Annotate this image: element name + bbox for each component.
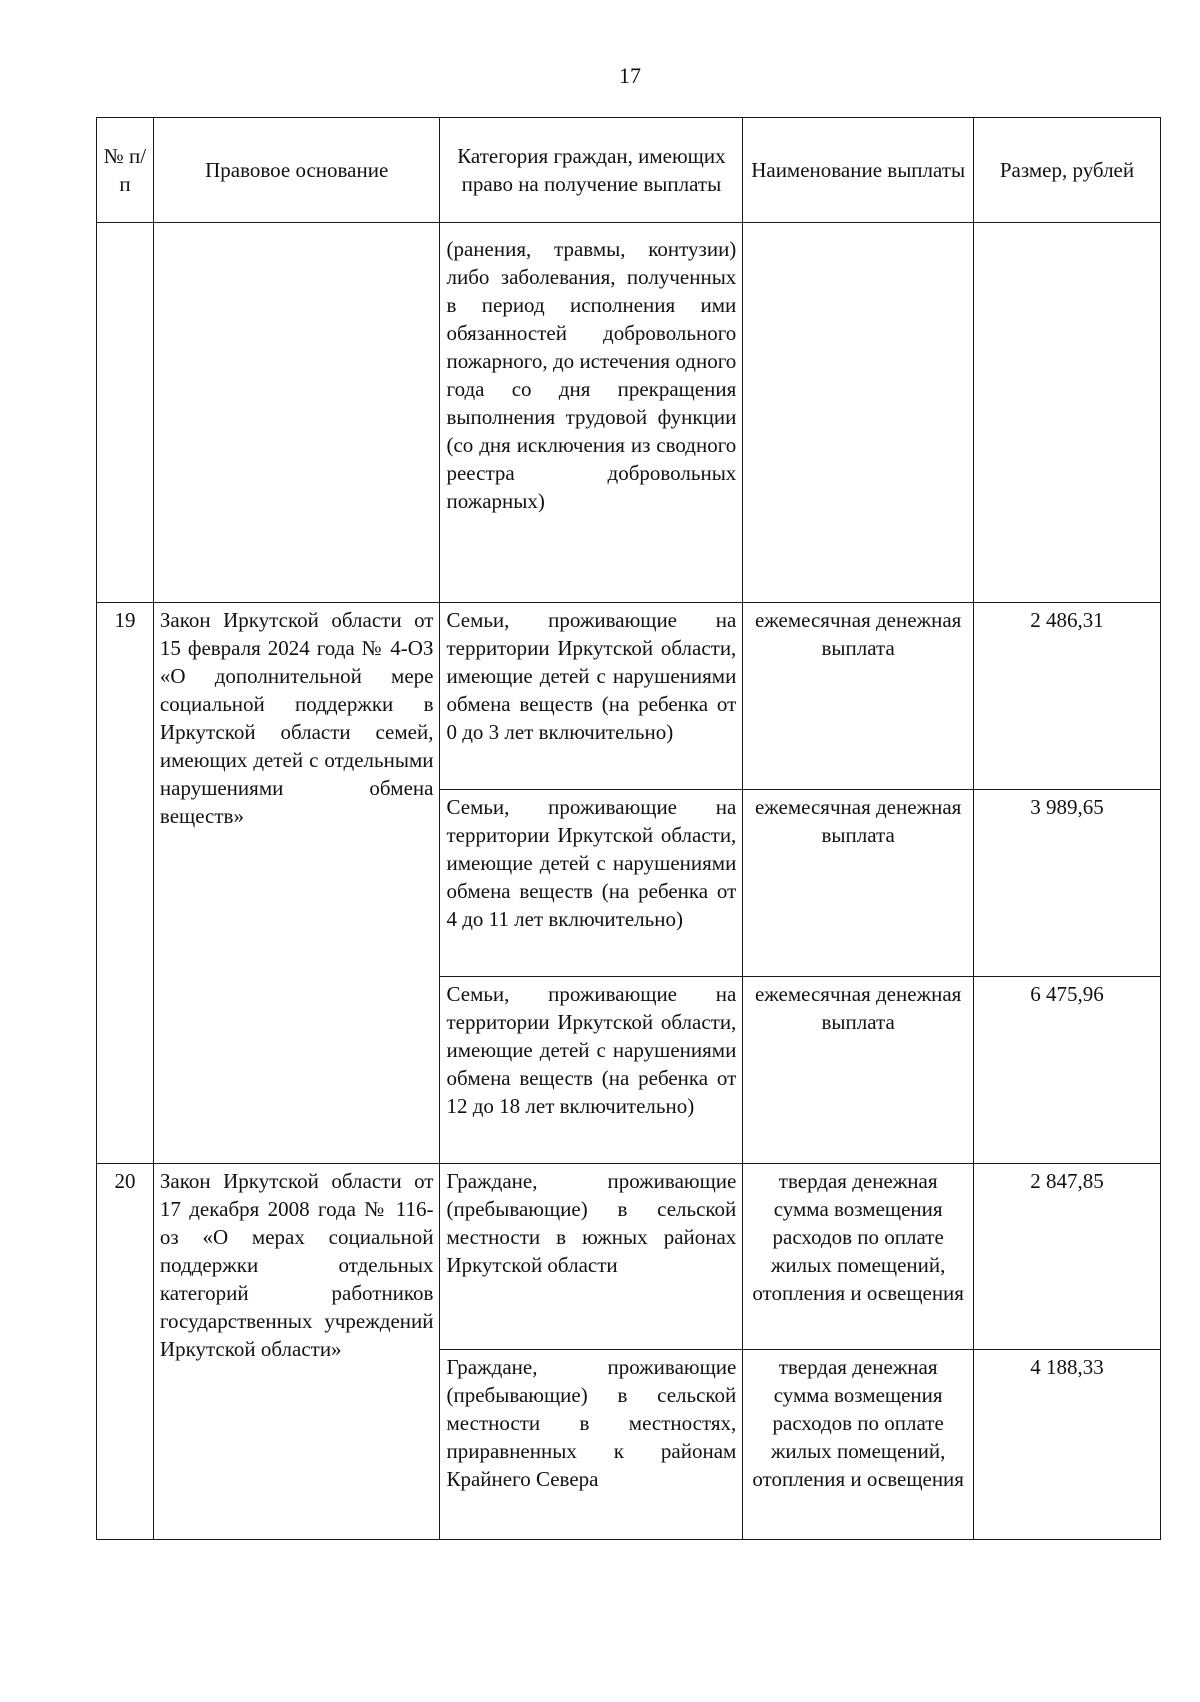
row19-category-2: Семьи, проживающие на территории Иркутской области, имеющие детей с нарушениями обмена веществ (на ребенка от 4 до 11 лет включительно) xyxy=(440,790,743,977)
continuation-amount-cell xyxy=(973,223,1160,603)
header-amount: Размер, рублей xyxy=(973,118,1160,223)
table-row-20a xyxy=(97,1164,1161,1350)
continuation-num-cell xyxy=(97,223,154,603)
row19-payment-2: ежемесячная денежная выплата xyxy=(743,790,974,977)
row20-payment-1: твердая денежная сумма возмещения расходов по оплате жилых помещений, отопления и освещения xyxy=(743,1164,974,1350)
row19-basis: Закон Иркутской области от 15 февраля 2024 года № 4-ОЗ «О дополнительной мере социальной поддержки в Иркутской области семей, имеющих детей с отдельными нарушениями обмена веществ» xyxy=(153,603,440,1164)
continuation-basis-cell xyxy=(153,223,440,603)
header-payment: Наименование выплаты xyxy=(743,118,974,223)
row20-amount-2: 4 188,33 xyxy=(973,1350,1160,1540)
row20-category-1: Граждане, проживающие (пребывающие) в сельской местности в южных районах Иркутской области xyxy=(440,1164,743,1350)
table-row-continuation xyxy=(97,223,1161,603)
row19-category-1: Семьи, проживающие на территории Иркутской области, имеющие детей с нарушениями обмена веществ (на ребенка от 0 до 3 лет включительно) xyxy=(440,603,743,790)
row20-amount-1: 2 847,85 xyxy=(973,1164,1160,1350)
row19-payment-3: ежемесячная денежная выплата xyxy=(743,977,974,1164)
continuation-category-cell: (ранения, травмы, контузии) либо заболевания, полученных в период исполнения ими обязанностей добровольного пожарного, до истечения одного года со дня прекращения выполнения трудовой функции (со дня исключения из сводного реестра добровольных пожарных) xyxy=(440,223,743,603)
page-number: 17 xyxy=(619,63,641,88)
row19-amount-2: 3 989,65 xyxy=(973,790,1160,977)
row19-payment-1: ежемесячная денежная выплата xyxy=(743,603,974,790)
table-header-row xyxy=(97,118,1161,223)
table-row-19a xyxy=(97,603,1161,790)
continuation-payment-cell xyxy=(743,223,974,603)
header-num: № п/п xyxy=(97,118,154,223)
header-basis: Правовое основание xyxy=(153,118,440,223)
row20-basis: Закон Иркутской области от 17 декабря 2008 года № 116-оз «О мерах социальной поддержки отдельных категорий работников государственных учреждений Иркутской области» xyxy=(153,1164,440,1540)
row19-amount-1: 2 486,31 xyxy=(973,603,1160,790)
row20-num: 20 xyxy=(97,1164,154,1540)
row19-category-3: Семьи, проживающие на территории Иркутской области, имеющие детей с нарушениями обмена веществ (на ребенка от 12 до 18 лет включительно) xyxy=(440,977,743,1164)
row19-num: 19 xyxy=(97,603,154,1164)
header-category: Категория граждан, имеющих право на получение выплаты xyxy=(440,118,743,223)
row19-amount-3: 6 475,96 xyxy=(973,977,1160,1164)
row20-category-2: Граждане, проживающие (пребывающие) в сельской местности в местностях, приравненных к районам Крайнего Севера xyxy=(440,1350,743,1540)
payments-table xyxy=(96,117,1161,1540)
row20-payment-2: твердая денежная сумма возмещения расходов по оплате жилых помещений, отопления и освещения xyxy=(743,1350,974,1540)
